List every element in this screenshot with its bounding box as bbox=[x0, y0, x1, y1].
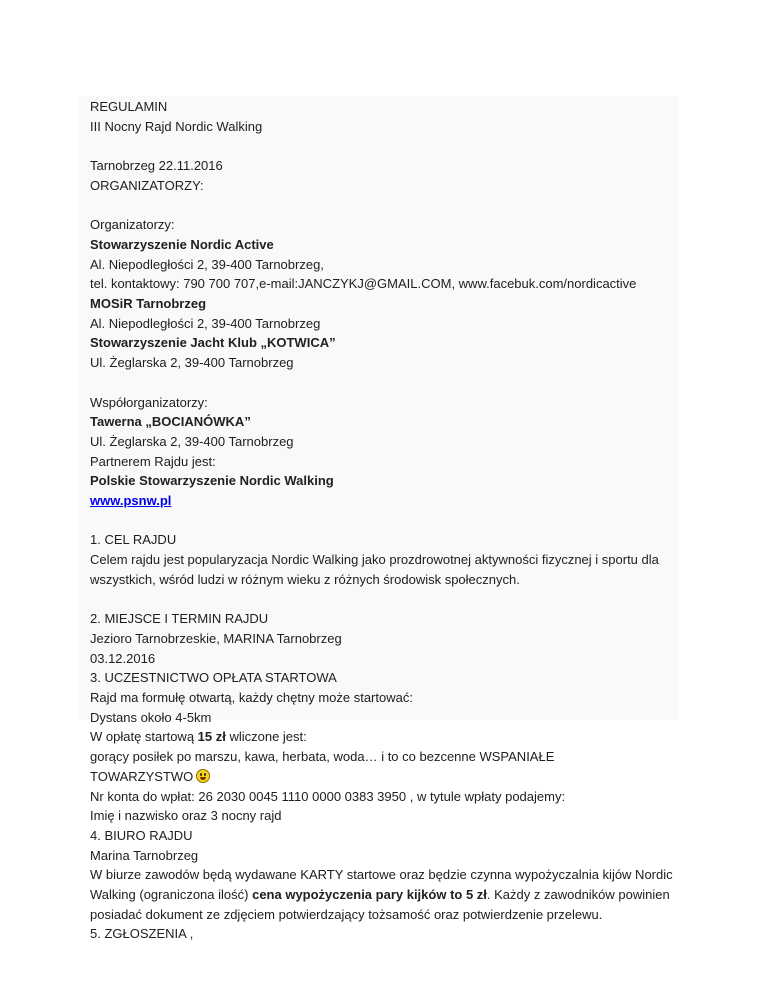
section4-line3 bbox=[90, 885, 680, 905]
section3-line2: Dystans około 4-5km bbox=[90, 709, 212, 725]
section2-heading: 2. MIEJSCE I TERMIN RAJDU bbox=[90, 611, 269, 627]
section5-heading: 5. ZGŁOSZENIA , bbox=[90, 926, 194, 942]
section3-line1: Rajd ma formułę otwartą, każdy chętny może startować: bbox=[90, 690, 413, 706]
section3-heading: 3. UCZESTNICTWO OPŁATA STARTOWA bbox=[90, 670, 337, 686]
org1-contact: tel. kontaktowy: 790 700 707,e-mail:JANCZYKJ@GMAIL.COM, www.facebuk.com/nordicactive bbox=[90, 276, 637, 292]
partner-website-link[interactable]: www.psnw.pl bbox=[90, 493, 172, 509]
document-title: REGULAMIN bbox=[90, 99, 168, 114]
section3-fee-line bbox=[90, 727, 680, 747]
org2-name: MOSiR Tarnobrzeg bbox=[90, 296, 207, 311]
org3-name: Stowarzyszenie Jacht Klub „KOTWICA” bbox=[90, 335, 336, 351]
section4-heading: 4. BIURO RAJDU bbox=[90, 827, 193, 843]
org3-address: Ul. Żeglarska 2, 39-400 Tarnobrzeg bbox=[90, 355, 294, 371]
section1-text-line2: wszystkich, wśród ludzi w różnym wieku z różnych środowisk społecznych. bbox=[90, 571, 520, 587]
coorg1-name: Tawerna „BOCIANÓWKA” bbox=[90, 414, 251, 430]
section4-line3-pre: Walking (ograniczona ilość) bbox=[90, 887, 253, 903]
section3-line5 bbox=[90, 767, 680, 787]
section2-date: 03.12.2016 bbox=[90, 650, 156, 666]
section3-line5-text: TOWARZYSTWO bbox=[90, 768, 194, 784]
coorg1-address: Ul. Żeglarska 2, 39-400 Tarnobrzeg bbox=[90, 433, 294, 449]
org2-address: Al. Niepodległości 2, 39-400 Tarnobrzeg bbox=[90, 315, 321, 331]
organizers-label: Organizatorzy: bbox=[90, 217, 175, 233]
section1-text-line1: Celem rajdu jest popularyzacja Nordic Walking jako prozdrowotnej aktywności fizycznej i sportu dla bbox=[90, 552, 659, 568]
fee-text-pre: W opłatę startową bbox=[90, 729, 198, 745]
section2-place: Jezioro Tarnobrzeskie, MARINA Tarnobrzeg bbox=[90, 630, 342, 646]
fee-text-post: wliczone jest: bbox=[225, 729, 307, 745]
section4-line2: W biurze zawodów będą wydawane KARTY startowe oraz będzie czynna wypożyczalnia kijów Nordic bbox=[90, 867, 673, 883]
section3-line6: Nr konta do wpłat: 26 2030 0045 1110 0000 0383 3950 , w tytule wpłaty podajemy: bbox=[90, 788, 566, 804]
section1-heading: 1. CEL RAJDU bbox=[90, 532, 177, 548]
partner-label: Partnerem Rajdu jest: bbox=[90, 453, 216, 469]
partner-name: Polskie Stowarzyszenie Nordic Walking bbox=[90, 473, 334, 489]
section4-line1: Marina Tarnobrzeg bbox=[90, 847, 199, 863]
section3-line4: gorący posiłek po marszu, kawa, herbata, woda… i to co bezcenne WSPANIAŁE bbox=[90, 749, 555, 765]
coorganizers-label: Współorganizatorzy: bbox=[90, 394, 208, 410]
regulations-document bbox=[90, 97, 680, 944]
fee-amount: 15 zł bbox=[197, 729, 226, 745]
section4-line4: posiadać dokument ze zdjęciem potwierdzający tożsamość oraz potwierdzenie przelewu. bbox=[90, 906, 603, 922]
org1-address: Al. Niepodległości 2, 39-400 Tarnobrzeg, bbox=[90, 256, 324, 272]
org1-name: Stowarzyszenie Nordic Active bbox=[90, 236, 274, 252]
rental-price: cena wypożyczenia pary kijków to 5 zł bbox=[252, 887, 487, 903]
document-subtitle: III Nocny Rajd Nordic Walking bbox=[90, 118, 263, 134]
section3-line7: Imię i nazwisko oraz 3 nocny rajd bbox=[90, 808, 282, 824]
smiley-icon bbox=[196, 769, 210, 783]
organizers-heading: ORGANIZATORZY: bbox=[90, 177, 204, 193]
section4-line3-post: . Każdy z zawodników powinien bbox=[486, 887, 670, 903]
date-line: Tarnobrzeg 22.11.2016 bbox=[90, 158, 223, 174]
